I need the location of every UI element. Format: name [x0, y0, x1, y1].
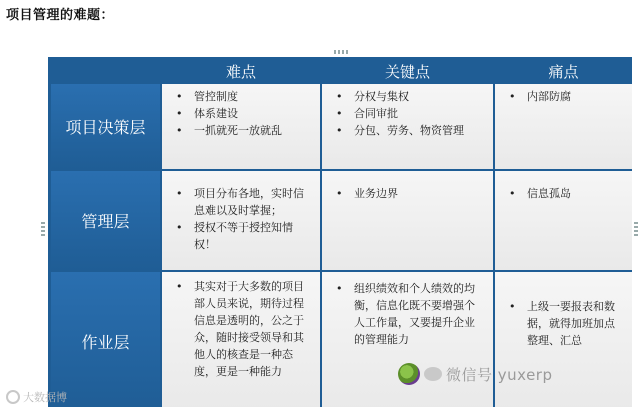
cell-operation-difficulties [162, 272, 320, 407]
watermark-right-text: 微信号 yuxerp [446, 365, 553, 384]
list-item: • 上级一要报表和数据，就得加班加点整理、汇总 [509, 298, 624, 349]
difficulty-table [48, 57, 632, 407]
list-item: • 合同审批 [336, 105, 485, 122]
table-resize-handle-top[interactable] [334, 50, 348, 54]
cell-decision-difficulties [162, 84, 320, 169]
watermark-left [6, 389, 67, 405]
watermark-right [398, 357, 553, 391]
cell-decision-key-points [322, 84, 493, 169]
list-item: • 分权与集权 [336, 88, 485, 105]
cell-decision-pain-points [495, 84, 632, 169]
cell-management-key-points [322, 171, 493, 270]
watermark-logo-icon [6, 390, 20, 404]
wechat-icon [424, 367, 442, 381]
watermark-left-text: 大数据博 [23, 391, 67, 404]
list-item: • 授权不等于授控知情权！ [176, 219, 312, 253]
cell-management-pain-points [495, 171, 632, 270]
column-header-key-points: 关键点 [322, 60, 493, 82]
page-title: 项目管理的难题： [6, 8, 115, 23]
list-item: • 信息孤岛 [509, 185, 624, 202]
list-item: • 分包、劳务、物资管理 [336, 122, 485, 139]
table-resize-handle-left[interactable] [41, 222, 45, 236]
column-header-difficulties: 难点 [162, 60, 320, 82]
list-item: • 组织绩效和个人绩效的均衡，信息化既不要增强个人工作量，又要提升企业的管理能力 [336, 280, 485, 348]
list-item: • 体系建设 [176, 105, 312, 122]
row-header-decision-layer: 项目决策层 [51, 84, 160, 169]
cell-management-difficulties [162, 171, 320, 270]
list-item: • 一抓就死一放就乱 [176, 122, 312, 139]
list-item: • 业务边界 [336, 185, 485, 202]
row-header-operation-layer: 作业层 [51, 272, 160, 407]
table-grid [51, 60, 629, 407]
brand-logo-icon [398, 363, 420, 385]
list-item: • 管控制度 [176, 88, 312, 105]
column-header-pain-points: 痛点 [495, 60, 632, 82]
list-item: • 其实对于大多数的项目部人员来说，期待过程信息是透明的，公之于众，随时接受领导和其他人的核查是一种态度，更是一种能力 [176, 278, 312, 380]
table-resize-handle-right[interactable] [634, 222, 638, 236]
list-item: • 项目分布各地，实时信息难以及时掌握； [176, 185, 312, 219]
table-corner-cell [51, 60, 160, 82]
list-item: • 内部防腐 [509, 88, 624, 105]
row-header-management-layer: 管理层 [51, 171, 160, 270]
